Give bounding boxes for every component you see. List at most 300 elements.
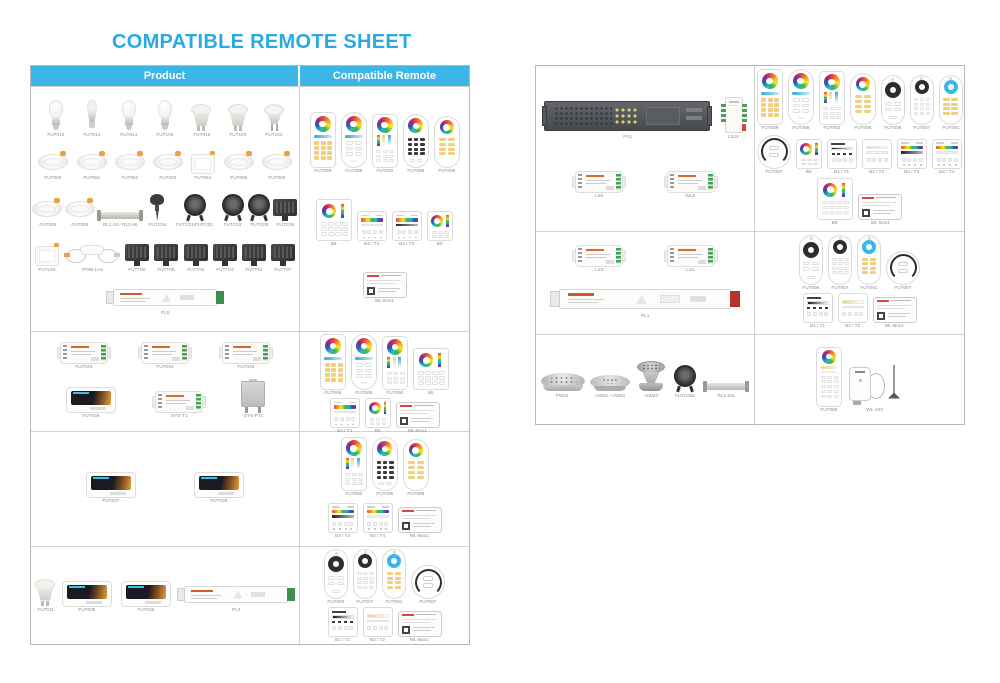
flood-icon [184, 243, 208, 267]
item-futt07 [271, 243, 295, 275]
item-label: FUT087 [419, 600, 437, 605]
item-line [756, 235, 963, 293]
controller-icon [138, 342, 192, 364]
item-label: FUT091 [942, 126, 959, 131]
item-line [756, 178, 963, 228]
item-fut037 [84, 472, 138, 506]
remotes-cell [300, 332, 469, 434]
psu-icon [542, 98, 712, 134]
remote-006-icon [881, 75, 905, 125]
item-fut006 [881, 75, 905, 133]
item-b2-t2 [363, 607, 393, 645]
remote-091-icon [857, 235, 881, 285]
item-b2-t2 [838, 293, 868, 331]
item-label: FUT095 [376, 492, 393, 498]
item-fut091 [382, 549, 406, 607]
item-label: FUTL03 [38, 268, 56, 273]
right-table-rows [536, 66, 964, 426]
item-futl03 [35, 243, 59, 275]
item-label: B1 / T1 [834, 169, 850, 175]
remote-089-icon [320, 334, 346, 390]
item-label: RL1-24 / RL2-46 [103, 223, 138, 228]
remote-091-icon [382, 549, 406, 599]
controller-icon [57, 342, 111, 364]
item-label: B4 / T4 [369, 533, 385, 539]
remote-087-icon [411, 565, 445, 599]
floodround-icon [183, 194, 207, 222]
item-label: FUT068 [39, 223, 56, 228]
item-label: FUT006 [802, 285, 820, 291]
item-label: WL-Box1 [407, 429, 428, 434]
products-cell [536, 232, 755, 334]
item-fut038 [192, 472, 246, 506]
item-fut007 [353, 549, 377, 607]
item-line [301, 398, 468, 436]
remotes-cell [755, 66, 964, 231]
remotes-cell [300, 432, 469, 546]
item-fut096 [850, 73, 876, 133]
item-line [756, 347, 963, 415]
item-line [301, 272, 468, 306]
item-label: FUT035 [78, 607, 96, 613]
floodround-icon [673, 365, 697, 393]
item-label: FUT036 [137, 607, 155, 613]
powlh1-icon [64, 241, 120, 267]
panel-rgbcct-icon [363, 503, 393, 533]
panel-dim-icon [328, 607, 358, 637]
item-label: PL5 [160, 311, 170, 316]
flood-icon [242, 243, 266, 267]
item-futt05 [154, 243, 178, 275]
item-fut064 [191, 151, 215, 183]
mr16-icon [264, 104, 284, 132]
products-cell [31, 547, 300, 646]
remote-092-icon [382, 336, 408, 390]
item-fut007 [910, 75, 934, 133]
item-pl2 [177, 583, 295, 615]
item-fut066 [262, 151, 292, 183]
table-row [536, 334, 964, 426]
item-label: UW03 [644, 393, 658, 399]
panel-icon [35, 243, 59, 267]
item-fut035 [60, 581, 114, 615]
item-label: FUT092 [386, 391, 404, 396]
item-fut089 [757, 69, 783, 133]
item-label: FUT045 [237, 364, 255, 370]
wl-box1-icon [398, 507, 442, 533]
item-label: FUT043 [75, 364, 93, 370]
item-b4-t4 [363, 503, 393, 541]
remote-096-icon [403, 439, 429, 491]
panel-icon [191, 151, 215, 175]
item-futc06 [273, 198, 297, 230]
item-label: FUT086 [820, 407, 838, 413]
item-fut007 [828, 235, 852, 293]
flood-icon [125, 243, 149, 267]
item-line [32, 286, 298, 318]
item-b4-t4 [330, 398, 360, 436]
item-fut068 [32, 198, 62, 230]
item-label: FUTT02 [245, 268, 263, 273]
item-line [32, 100, 298, 140]
candle-icon [84, 100, 100, 132]
item-label: FUT087 [894, 285, 912, 291]
item-label: B1 / T1 [809, 324, 825, 329]
item-ls2s [720, 96, 748, 142]
remote-095-icon [372, 437, 398, 491]
remote-006-icon [799, 235, 823, 285]
item-line [301, 437, 468, 499]
item-wl-box1 [398, 611, 442, 645]
bulb-icon [120, 100, 138, 132]
item-sys-pt1 [241, 379, 266, 421]
item-label: FUT007 [831, 285, 849, 291]
controller-icon [664, 245, 718, 267]
item-line [32, 194, 298, 230]
item-label: WL-Box1 [870, 220, 890, 226]
left-table-header [31, 66, 469, 86]
touch-controller-icon [60, 581, 114, 607]
remotes-cell [300, 547, 469, 646]
item-fut095 [403, 114, 429, 176]
item-line [756, 293, 963, 331]
item-label: RL1-24L [717, 393, 736, 399]
item-b4-t4 [357, 211, 387, 249]
washer-icon [703, 379, 749, 393]
remote-007-icon [910, 75, 934, 125]
item-label: B0 [806, 169, 812, 175]
item-label: FUT007 [356, 600, 374, 605]
remotes-cell [755, 335, 964, 426]
item-label: B8 [331, 242, 337, 247]
header-product: Product [31, 66, 300, 86]
item-b1-t1 [328, 607, 358, 645]
item-label: FUT066 [268, 176, 286, 181]
item-uw01-uw02 [590, 373, 630, 401]
item-ls4 [664, 245, 718, 275]
item-label: FUT104 [265, 133, 283, 138]
item-line [301, 607, 468, 645]
remote-007-icon [828, 235, 852, 285]
table-row [536, 66, 964, 231]
downlight-icon [115, 151, 145, 175]
item-label: B3 / T3 [334, 533, 350, 539]
item-label: FUT092 [345, 492, 362, 498]
item-fut062 [115, 151, 145, 183]
item-label: UW01 / UW02 [595, 393, 626, 399]
item-label: FUT006 [884, 126, 901, 131]
flood-icon [271, 243, 295, 267]
item-label: FUT089 [324, 391, 342, 396]
item-line [301, 503, 468, 541]
remote-096-icon [434, 116, 460, 168]
item-label: FUT018 [192, 133, 210, 138]
item-label: FUT044 [156, 364, 174, 370]
item-fut063 [153, 151, 183, 183]
panel-rgbcct-icon [357, 211, 387, 241]
item-fut006 [799, 235, 823, 293]
item-fut105 [154, 100, 176, 140]
table-row [31, 546, 469, 646]
item-label: FUT014 [120, 133, 137, 138]
remote-088-icon [341, 112, 367, 168]
pool-uw03-icon [636, 361, 666, 393]
item-fut088 [788, 69, 814, 133]
controller-icon [219, 342, 273, 364]
item-label: FUT091 [385, 600, 403, 605]
panel-b8-icon [817, 178, 853, 220]
item-fut096 [403, 439, 429, 499]
item-b8 [817, 178, 853, 228]
remotes-cell [755, 232, 964, 334]
gu10-icon [35, 579, 55, 607]
item-line [32, 241, 298, 275]
item-b8 [316, 199, 352, 249]
item-futc01-futc02 [171, 194, 218, 230]
item-label: SYS-T1 [171, 414, 188, 419]
wl-box1-icon [398, 611, 442, 637]
item-label: B4 / T4 [336, 429, 352, 434]
item-futc04 [146, 194, 169, 230]
downlight-icon [38, 151, 68, 175]
item-label: PX1 [622, 135, 632, 141]
item-label: FUTC05L [674, 393, 695, 399]
item-b1-t1 [803, 293, 833, 331]
panel-rgbcct-icon [932, 139, 962, 169]
remote-095-icon [403, 114, 429, 168]
item-label: FUT096 [438, 169, 455, 174]
right-table [535, 65, 965, 425]
driver-icon [106, 286, 224, 310]
item-label: FUT088 [345, 169, 362, 174]
item-sys-t1 [152, 391, 206, 421]
item-label: LS4 [686, 267, 695, 273]
item-label: FUT065 [230, 176, 247, 181]
remote-089-icon [757, 69, 783, 125]
wl-box1-icon [873, 297, 917, 323]
remote-088-icon [788, 69, 814, 125]
item-fut036 [119, 581, 173, 615]
item-line [537, 96, 753, 142]
remote-096-icon [850, 73, 876, 125]
touch-controller-icon [119, 581, 173, 607]
downlight-icon [262, 151, 292, 175]
item-wl-433 [847, 365, 903, 415]
item-fut011 [35, 579, 56, 615]
item-wl-box1 [396, 402, 440, 436]
item-line [301, 549, 468, 607]
garden-icon [149, 194, 165, 222]
pool-par-icon [541, 369, 585, 393]
item-line [32, 379, 298, 421]
item-fut069 [65, 198, 95, 230]
panel-b8-icon [413, 348, 449, 390]
products-cell [536, 66, 755, 231]
item-label: B3 / T3 [904, 169, 920, 175]
item-line [301, 199, 468, 249]
din-module-icon [720, 96, 748, 134]
item-futt04 [184, 243, 208, 275]
item-line [756, 135, 963, 177]
remote-088-icon [351, 334, 377, 390]
table-row [536, 231, 964, 334]
item-fut039 [64, 387, 118, 421]
panel-cct-icon [838, 293, 868, 323]
item-label: FUT011 [36, 607, 54, 613]
remote-091-icon [939, 75, 963, 125]
item-fut092 [382, 336, 408, 398]
panel-b0-icon [427, 211, 453, 241]
item-fut092 [372, 114, 398, 176]
panel-rgbw-icon [392, 211, 422, 241]
item-label: FUTC06 [276, 223, 295, 228]
item-label: LS2 [595, 193, 604, 199]
item-fut089 [310, 112, 336, 176]
item-label: FUT039 [82, 414, 100, 419]
downlight-icon [224, 151, 254, 175]
item-line [32, 579, 298, 615]
downlight-icon [65, 198, 95, 222]
flood-icon [273, 198, 297, 222]
remote-092-icon [372, 114, 398, 168]
item-futt02 [242, 243, 266, 275]
item-fut044 [138, 342, 192, 372]
item-label: FUT012 [47, 133, 65, 138]
item-b3-t3 [897, 139, 927, 177]
item-label: POW-LH1 [81, 268, 103, 273]
item-b3-t3 [328, 503, 358, 541]
item-ls3 [572, 245, 626, 275]
item-px1 [542, 98, 712, 142]
item-line [301, 334, 468, 398]
panel-rgbw-icon [328, 503, 358, 533]
item-fut087 [886, 251, 920, 293]
item-label: FUT062 [121, 176, 139, 181]
item-line [756, 69, 963, 133]
item-wl-box1 [858, 194, 902, 228]
item-fut104 [263, 104, 285, 140]
item-label: FUTT04 [186, 268, 205, 273]
washer-icon [97, 208, 143, 222]
item-label: PL1 [640, 314, 650, 319]
products-cell [31, 87, 300, 331]
panel-rgbcct-icon [330, 398, 360, 428]
item-line [301, 112, 468, 176]
item-label: FUT105 [156, 133, 174, 138]
downlight-icon [77, 151, 107, 175]
controller-icon [572, 245, 626, 267]
wl-box1-icon [363, 272, 407, 298]
touch-controller-icon [64, 387, 118, 413]
item-label: FUT087 [765, 169, 783, 175]
item-label: B1 / T1 [334, 638, 350, 643]
item-label: SYS-PT1 [243, 414, 263, 419]
item-label: WL-Box1 [884, 324, 905, 329]
item-wl-box1 [873, 297, 917, 331]
item-b2-t2 [862, 139, 892, 177]
item-label: FUT095 [407, 169, 424, 174]
item-futc05l [672, 365, 698, 401]
item-ls2 [572, 171, 626, 201]
item-b0 [796, 139, 822, 177]
floodround-icon [247, 194, 271, 222]
item-label: FUTC05 [250, 223, 268, 228]
item-b3-t3 [392, 211, 422, 249]
adapter-icon [241, 379, 265, 413]
item-label: B8 [428, 391, 434, 396]
panel-b0-icon [365, 398, 391, 428]
wl-433-icon [847, 365, 903, 407]
item-line [537, 361, 753, 401]
item-label: FUTT07 [274, 268, 292, 273]
pool-uw-icon [590, 373, 630, 393]
item-fut086 [816, 347, 842, 415]
item-fut103 [227, 104, 249, 140]
item-fut018 [191, 104, 213, 140]
item-futc03 [221, 194, 245, 230]
touch-controller-icon [192, 472, 246, 498]
item-fut087 [757, 135, 791, 177]
item-label: WL-Box1 [409, 533, 430, 539]
item-fut092 [819, 71, 845, 133]
item-label: FUT091 [860, 285, 878, 291]
item-fut091 [939, 75, 963, 133]
header-compatible-remote: Compatible Remote [300, 66, 469, 86]
item-label: B3 / T3 [399, 242, 415, 247]
item-label: FUT006 [327, 600, 345, 605]
controller-icon [664, 171, 718, 193]
touch-controller-icon [84, 472, 138, 498]
remote-092-icon [341, 437, 367, 491]
item-line [537, 285, 753, 321]
controller-icon [152, 391, 206, 413]
item-uw03 [636, 361, 666, 401]
item-label: FUTC04 [148, 223, 167, 228]
products-cell [536, 335, 755, 426]
item-fut006 [324, 549, 348, 607]
gu10-icon [191, 104, 211, 132]
controller-icon [572, 171, 626, 193]
item-label: FUT089 [761, 126, 778, 131]
item-label: LS2S [727, 135, 740, 141]
products-cell [31, 332, 300, 431]
panel-dim-icon [827, 139, 857, 169]
item-label: FUT037 [102, 499, 120, 504]
wl-box1-icon [396, 402, 440, 428]
item-label: FUT092 [823, 126, 840, 131]
item-label: FUT038 [210, 499, 228, 504]
item-label: WL5 [685, 193, 696, 199]
item-fut043 [57, 342, 111, 372]
remote-092-icon [819, 71, 845, 125]
downlight-icon [32, 198, 62, 222]
bulb-icon [47, 100, 65, 132]
item-fut012 [45, 100, 67, 140]
item-fut013 [81, 100, 103, 140]
panel-rgbw-icon [897, 139, 927, 169]
item-fut060 [38, 151, 68, 183]
item-wl5 [664, 171, 718, 201]
flood-icon [213, 243, 237, 267]
item-label: B0 [374, 429, 381, 434]
item-line [537, 171, 753, 201]
item-rl1-24l [703, 379, 749, 401]
item-b1-t1 [827, 139, 857, 177]
item-label: B8 [832, 220, 838, 226]
page-title: COMPATIBLE REMOTE SHEET [112, 31, 412, 53]
item-label: FUT096 [407, 492, 424, 498]
item-label: B2 / T2 [369, 638, 385, 643]
